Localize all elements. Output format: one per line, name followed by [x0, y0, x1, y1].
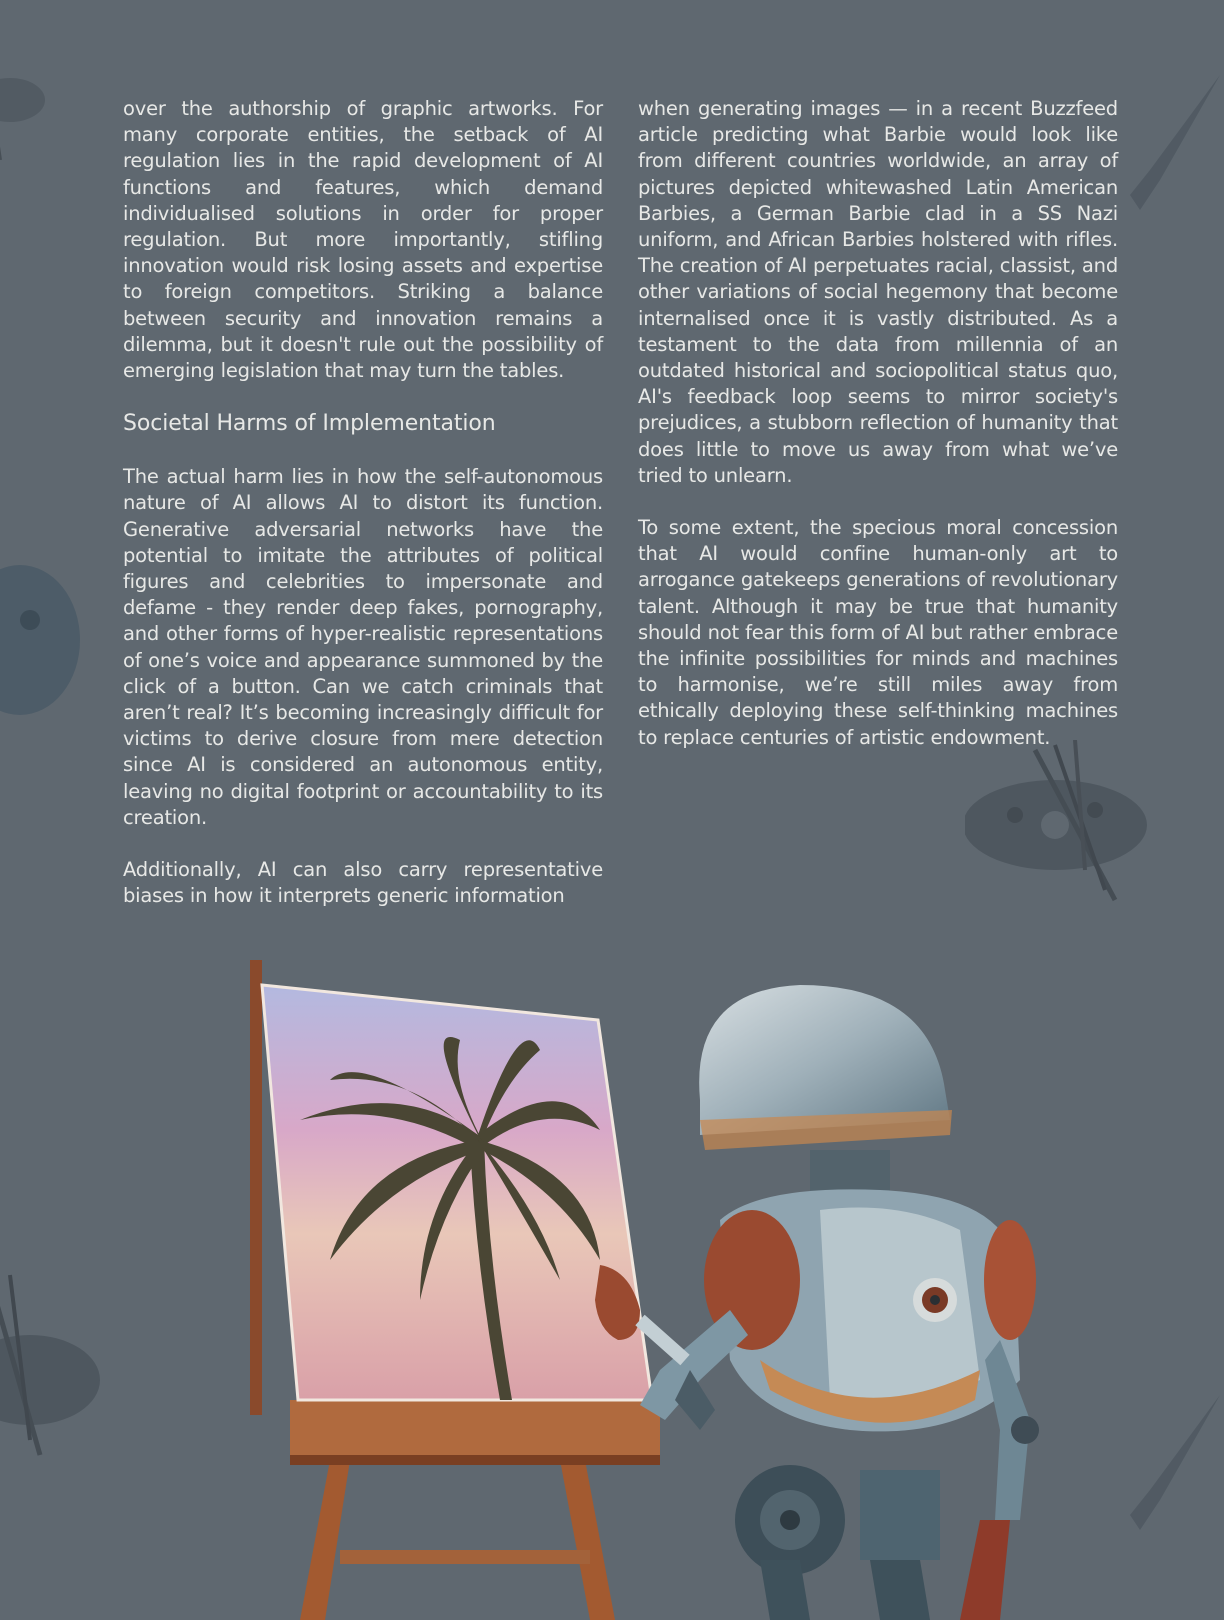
- canvas-painting: [262, 985, 652, 1400]
- robot: [595, 985, 1039, 1620]
- body-paragraph: Additionally, AI can also carry representative biases in how it interprets generic information: [123, 858, 603, 908]
- body-paragraph: when generating images — in a recent Buzzfeed article predicting what Barbie would look like from different countries worldwide, an array of pictures depicted whitewashed Latin American Barbies, a German Barbie clad in a SS Nazi uniform, and African Barbies holstered with rifles. The creation of AI perpetuates racial, classist, and other variations of social hegemony that become internalised once it is vastly distributed. As a testament to the data from millennia of an outdated historical and sociopolitical status quo, AI's feedback loop seems to mirror society's prejudices, a stubborn reflection of humanity that does little to move us away from what we’ve tried to unlearn.: [638, 97, 1118, 487]
- section-heading: Societal Harms of Implementation: [123, 411, 496, 437]
- palette-brush-icon: [0, 50, 60, 170]
- right-column: [638, 96, 1118, 777]
- palette-icon: [0, 560, 90, 720]
- body-paragraph: To some extent, the specious moral concession that AI would confine human-only art to arrogance gatekeeps generations of revolutionary talent. Although it may be true that humanity should not fear this form of AI but rather embrace the infinite possibilities for minds and machines to harmonise, we’re still miles away from ethically deploying these self-thinking machines to replace centuries of artistic endowment.: [638, 516, 1118, 749]
- body-paragraph: The actual harm lies in how the self-autonomous nature of AI allows AI to distort its function. Generative adversarial networks have the potential to imitate the attributes of political figures and celebrities to impersonate and defame - they render deep fakes, pornography, and other forms of hyper-realistic representations of one’s voice and appearance summoned by the click of a button. Can we catch criminals that aren’t real? It’s becoming increasingly difficult for victims to derive closure from mere detection since AI is considered an autonomous entity, leaving no digital footprint or accountability to its creation.: [123, 465, 603, 829]
- robot-painter-illustration: [0, 960, 1224, 1620]
- body-paragraph: over the authorship of graphic artworks. For many corporate entities, the setback of AI regulation lies in the rapid development of AI functions and features, which demand individualised solutions in order for proper regulation. But more importantly, stifling innovation would risk losing assets and expertise to foreign competitors. Striking a balance between security and innovation remains a dilemma, but it doesn't rule out the possibility of emerging legislation that may turn the tables.: [123, 97, 603, 383]
- paintbrush-icon: [1120, 70, 1224, 220]
- left-column: [123, 96, 603, 935]
